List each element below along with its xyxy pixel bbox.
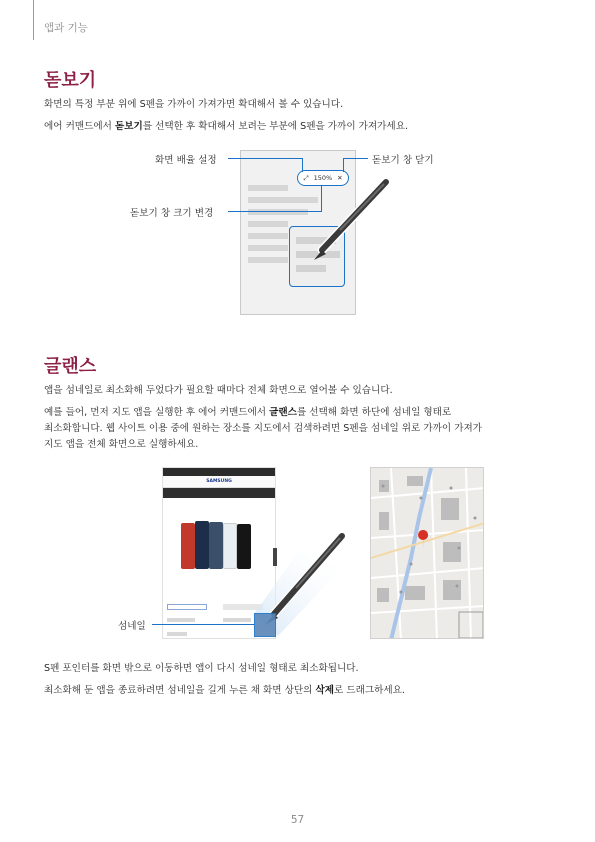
glance-outro1: S펜 포인터를 화면 밖으로 이동하면 앱이 다시 섬네일 형태로 최소화됩니다.	[44, 663, 359, 674]
outro-text: 로 드래그하세요.	[334, 685, 405, 696]
resize-icon[interactable]: ⤢	[303, 173, 309, 182]
callout-resize: 돋보기 창 크기 변경	[130, 208, 214, 219]
callout-line	[343, 158, 368, 159]
content-line	[248, 257, 288, 263]
glance-example-line3: 지도 앱을 전체 화면으로 실행하세요.	[44, 439, 199, 450]
example-text: 를 선택해 화면 하단에 섬네일 형태로	[296, 407, 452, 418]
instruction-bold: 돋보기	[114, 121, 143, 132]
callout-thumbnail: 섬네일	[118, 621, 146, 632]
map-streets	[371, 468, 484, 639]
callout-line	[343, 158, 344, 172]
glance-outro2	[44, 682, 405, 700]
callout-zoom-setting: 화면 배율 설정	[155, 155, 217, 166]
instruction-text: 를 선택한 후 확대해서 보려는 부분에 S펜을 가까이 가져가세요.	[142, 121, 409, 132]
map-screen	[370, 467, 484, 639]
magnifier-instruction	[44, 118, 408, 136]
callout-close: 돋보기 창 닫기	[372, 155, 434, 166]
glance-heading: 글랜스	[44, 356, 97, 377]
page-number: 57	[290, 814, 305, 826]
callout-line	[228, 211, 322, 212]
s-pen-illustration	[300, 178, 392, 268]
content-line	[248, 245, 288, 251]
outro-text: 최소화해 둔 앱을 종료하려면 섬네일을 길게 누른 채 화면 상단의	[44, 685, 316, 696]
content-line	[248, 185, 288, 191]
callout-line	[302, 158, 303, 172]
glance-intro: 앱을 섬네일로 최소화해 두었다가 필요할 때마다 전체 화면으로 열어볼 수 있습니다.	[44, 385, 393, 396]
content-line	[248, 221, 288, 227]
callout-line	[152, 624, 254, 625]
content-line	[248, 209, 308, 215]
example-text: 예를 들어, 먼저 지도 앱을 실행한 후 에어 커맨드에서	[44, 407, 270, 418]
header-rule	[33, 0, 34, 40]
callout-line	[321, 186, 322, 212]
magnifier-intro: 화면의 특정 부분 위에 S펜을 가까이 가져가면 확대해서 볼 수 있습니다.	[44, 99, 344, 110]
zoom-level[interactable]: 150%	[313, 174, 333, 182]
glance-example-line2: 최소화합니다. 웹 사이트 이용 중에 원하는 장소를 지도에서 검색하려면 S펜을 섬네일 위로 가까이 가져가	[44, 423, 483, 434]
callout-line	[228, 158, 302, 159]
close-icon[interactable]: ✕	[337, 174, 343, 182]
example-bold: 글랜스	[269, 407, 297, 418]
glance-thumbnail[interactable]	[254, 613, 276, 637]
glance-pen-illustration	[230, 530, 350, 642]
browser-brand: SAMSUNG	[163, 476, 275, 488]
instruction-text: 에어 커맨드에서	[44, 121, 115, 132]
content-line	[248, 233, 288, 239]
magnifier-heading: 돋보기	[44, 70, 97, 91]
outro-bold: 삭제	[315, 685, 334, 696]
section-header: 앱과 기능	[44, 22, 88, 34]
